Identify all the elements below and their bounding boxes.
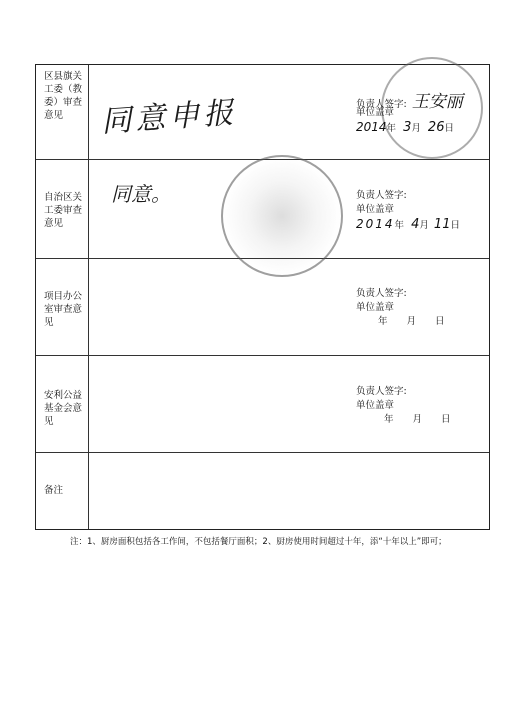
- row-project-office: [36, 259, 489, 356]
- signing-date: 年 月 日: [384, 414, 451, 425]
- signature-block: [356, 287, 445, 329]
- row-autonomous-region-committee: [36, 160, 489, 259]
- signer-label: 负责人签字:: [356, 288, 407, 299]
- signature-block: [356, 385, 451, 427]
- seal-label: 单位盖章: [356, 302, 395, 313]
- signing-date: 年 月 日: [378, 316, 445, 327]
- handwritten-signature: 王安丽: [411, 92, 463, 112]
- row-label-region: 自治区关 工委审查 意见: [44, 192, 83, 229]
- row-label-remarks: 备注: [44, 485, 64, 496]
- seal-label: 单位盖章: [356, 204, 395, 215]
- row-amway-foundation: [36, 356, 489, 453]
- signer-label: 负责人签字:: [356, 190, 407, 201]
- handwritten-opinion: 同意。: [111, 182, 171, 206]
- signer-label: 负责人签字:: [356, 99, 407, 110]
- signature-block: [356, 92, 463, 136]
- signing-date: 2014年 4月 11日: [356, 217, 460, 232]
- signer-label: 负责人签字:: [356, 386, 407, 397]
- seal-label: 单位盖章: [356, 107, 395, 118]
- approval-form-table: [35, 64, 490, 530]
- seal-label: 单位盖章: [356, 400, 395, 411]
- row-label-project-office: 项目办公 室审查意 见: [44, 291, 83, 328]
- row-label-county: 区县旗关 工委（教 委）审查 意见: [44, 71, 83, 121]
- row-label-foundation: 安利公益 基金会意 见: [44, 390, 83, 427]
- signing-date: 2014年 3月 26日: [356, 120, 454, 135]
- handwritten-opinion: 同意申报: [100, 95, 239, 140]
- row-remarks: [36, 453, 489, 529]
- row-county-committee: [36, 65, 489, 160]
- footnote: 注：1、厨房面积包括各工作间，不包括餐厅面积；2、厨房使用时间超过十年，添“十年以上”即可；: [70, 537, 447, 547]
- signature-block: [356, 189, 460, 233]
